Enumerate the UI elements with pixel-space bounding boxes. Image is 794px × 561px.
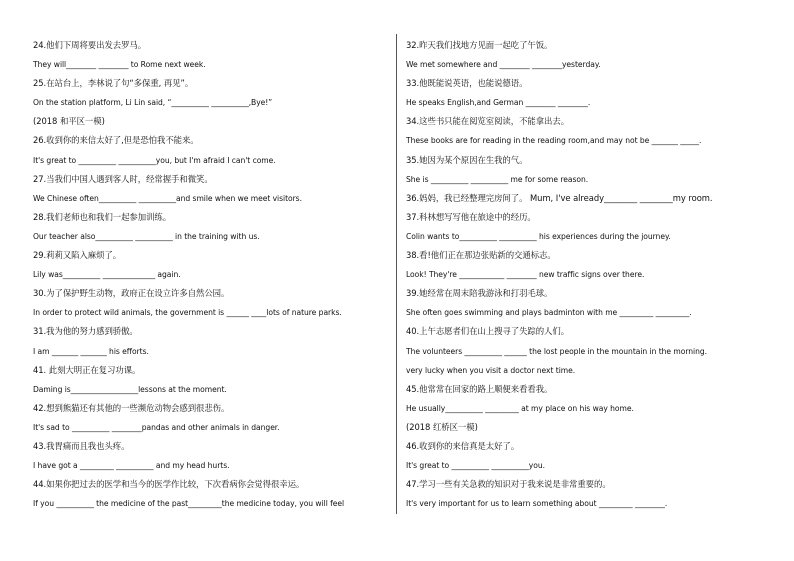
section-source-heping: (2018 和平区一模)	[33, 116, 105, 127]
column-divider	[396, 34, 397, 514]
question-46-chinese: 46.收到你的来信真是太好了。	[406, 440, 520, 451]
question-30-chinese: 30.为了保护野生动物，政府正在设立许多自然公园。	[33, 288, 230, 299]
question-40-chinese: 40.上午志愿者们在山上搜寻了失踪的人们。	[406, 326, 570, 337]
question-27-chinese: 27.当我们中国人遇到客人时，经常握手和微笑。	[33, 173, 213, 184]
question-30-english[interactable]: In order to protect wild animals, the government is ______ ____lots of nature parks.	[33, 308, 342, 318]
question-42-english[interactable]: It's sad to __________ ________pandas and other animals in danger.	[33, 422, 280, 432]
question-28-english[interactable]: Our teacher also__________ __________ in the training with us.	[33, 231, 260, 241]
question-45-english[interactable]: He usually__________ _________ at my place on his way home.	[406, 403, 634, 413]
question-34-chinese: 34.这些书只能在阅览室阅读，不能拿出去。	[406, 116, 570, 127]
question-32-english[interactable]: We met somewhere and ________ ________yesterday.	[406, 60, 601, 70]
question-36[interactable]: 36.妈妈，我已经整理完房间了。 Mum, I've already________ ________my room.	[406, 192, 713, 203]
question-40-english[interactable]: The volunteers __________ ______ the lost people in the mountain in the morning.	[406, 346, 708, 356]
question-27-english[interactable]: We Chinese often__________ __________and smile when we meet visitors.	[33, 193, 302, 203]
question-34-english[interactable]: These books are for reading in the reading room,and may not be _______ _____.	[406, 136, 702, 146]
question-24-english[interactable]: They will________ ________ to Rome next week.	[33, 60, 206, 70]
question-32-chinese: 32.昨天我们找地方见面一起吃了午饭。	[406, 40, 553, 50]
question-26-chinese: 26.收到你的来信太好了,但是恐怕我不能来。	[33, 135, 199, 146]
question-38-chinese: 38.看!他们正在那边张贴新的交通标志。	[406, 250, 556, 261]
question-43-chinese: 43.我胃痛而且我也头疼。	[33, 440, 130, 451]
question-24-chinese: 24.他们下周将要出发去罗马。	[33, 40, 147, 50]
question-44-chinese: 44.如果你把过去的医学和当今的医学作比较，下次看病你会觉得很幸运。	[33, 479, 305, 490]
question-35-chinese: 35.她因为某个原因在生我的气。	[406, 154, 528, 165]
question-46-english[interactable]: It's great to __________ __________you.	[406, 461, 545, 471]
question-41-chinese: 41. 此刻大明正在复习功课。	[33, 364, 141, 375]
right-column	[406, 36, 782, 513]
question-25-english[interactable]: On the station platform, Li Lin said, “__________ __________,Bye!”	[33, 98, 273, 108]
question-44-english[interactable]: If you __________ the medicine of the past_________the medicine today, you will feel	[33, 499, 345, 509]
question-39-english[interactable]: She often goes swimming and plays badminton with me _________ _________.	[406, 308, 692, 318]
question-28-chinese: 28.我们老师也和我们一起参加训练。	[33, 211, 172, 222]
question-47-chinese: 47.学习一些有关急救的知识对于我来说是非常重要的。	[406, 479, 611, 490]
question-35-english[interactable]: She is __________ __________ me for some reason.	[406, 174, 589, 184]
question-31-english[interactable]: I am _______ _______ his efforts.	[33, 346, 149, 356]
question-44-english-continued: very lucky when you visit a doctor next time.	[406, 365, 576, 375]
question-41-english[interactable]: Daming is__________________lessons at the moment.	[33, 384, 227, 394]
question-31-chinese: 31.我为他的努力感到骄傲。	[33, 326, 138, 337]
question-37-english[interactable]: Colin wants to__________ __________ his experiences during the journey.	[406, 231, 671, 241]
question-47-english[interactable]: It's very important for us to learn something about _________ ________.	[406, 499, 668, 509]
question-38-english[interactable]: Look! They're ____________ ________ new traffic signs over there.	[406, 270, 645, 280]
question-39-chinese: 39.她经常在周末陪我游泳和打羽毛球。	[406, 288, 553, 299]
section-source-hongqiao: (2018 红桥区一模)	[406, 421, 478, 432]
left-column	[33, 36, 409, 513]
question-29-chinese: 29.莉莉又陷入麻烦了。	[33, 250, 122, 261]
question-29-english[interactable]: Lily was__________ ______________ again.	[33, 270, 181, 280]
question-43-english[interactable]: I have got a _________ __________ and my head hurts.	[33, 461, 230, 471]
question-25-chinese: 25.在站台上，李林说了句“多保重, 再见”。	[33, 78, 194, 89]
question-45-chinese: 45.他常常在回家的路上顺便来看看我。	[406, 383, 553, 394]
question-33-chinese: 33.他既能说英语，也能说德语。	[406, 78, 528, 89]
question-33-english[interactable]: He speaks English,and German ________ ________.	[406, 98, 591, 108]
question-42-chinese: 42.想到熊猫还有其他的一些濒危动物会感到很悲伤。	[33, 402, 230, 413]
question-26-english[interactable]: It's great to __________ __________you, but I'm afraid I can't come.	[33, 155, 276, 165]
question-37-chinese: 37.科林想写写他在旅途中的经历。	[406, 211, 536, 222]
